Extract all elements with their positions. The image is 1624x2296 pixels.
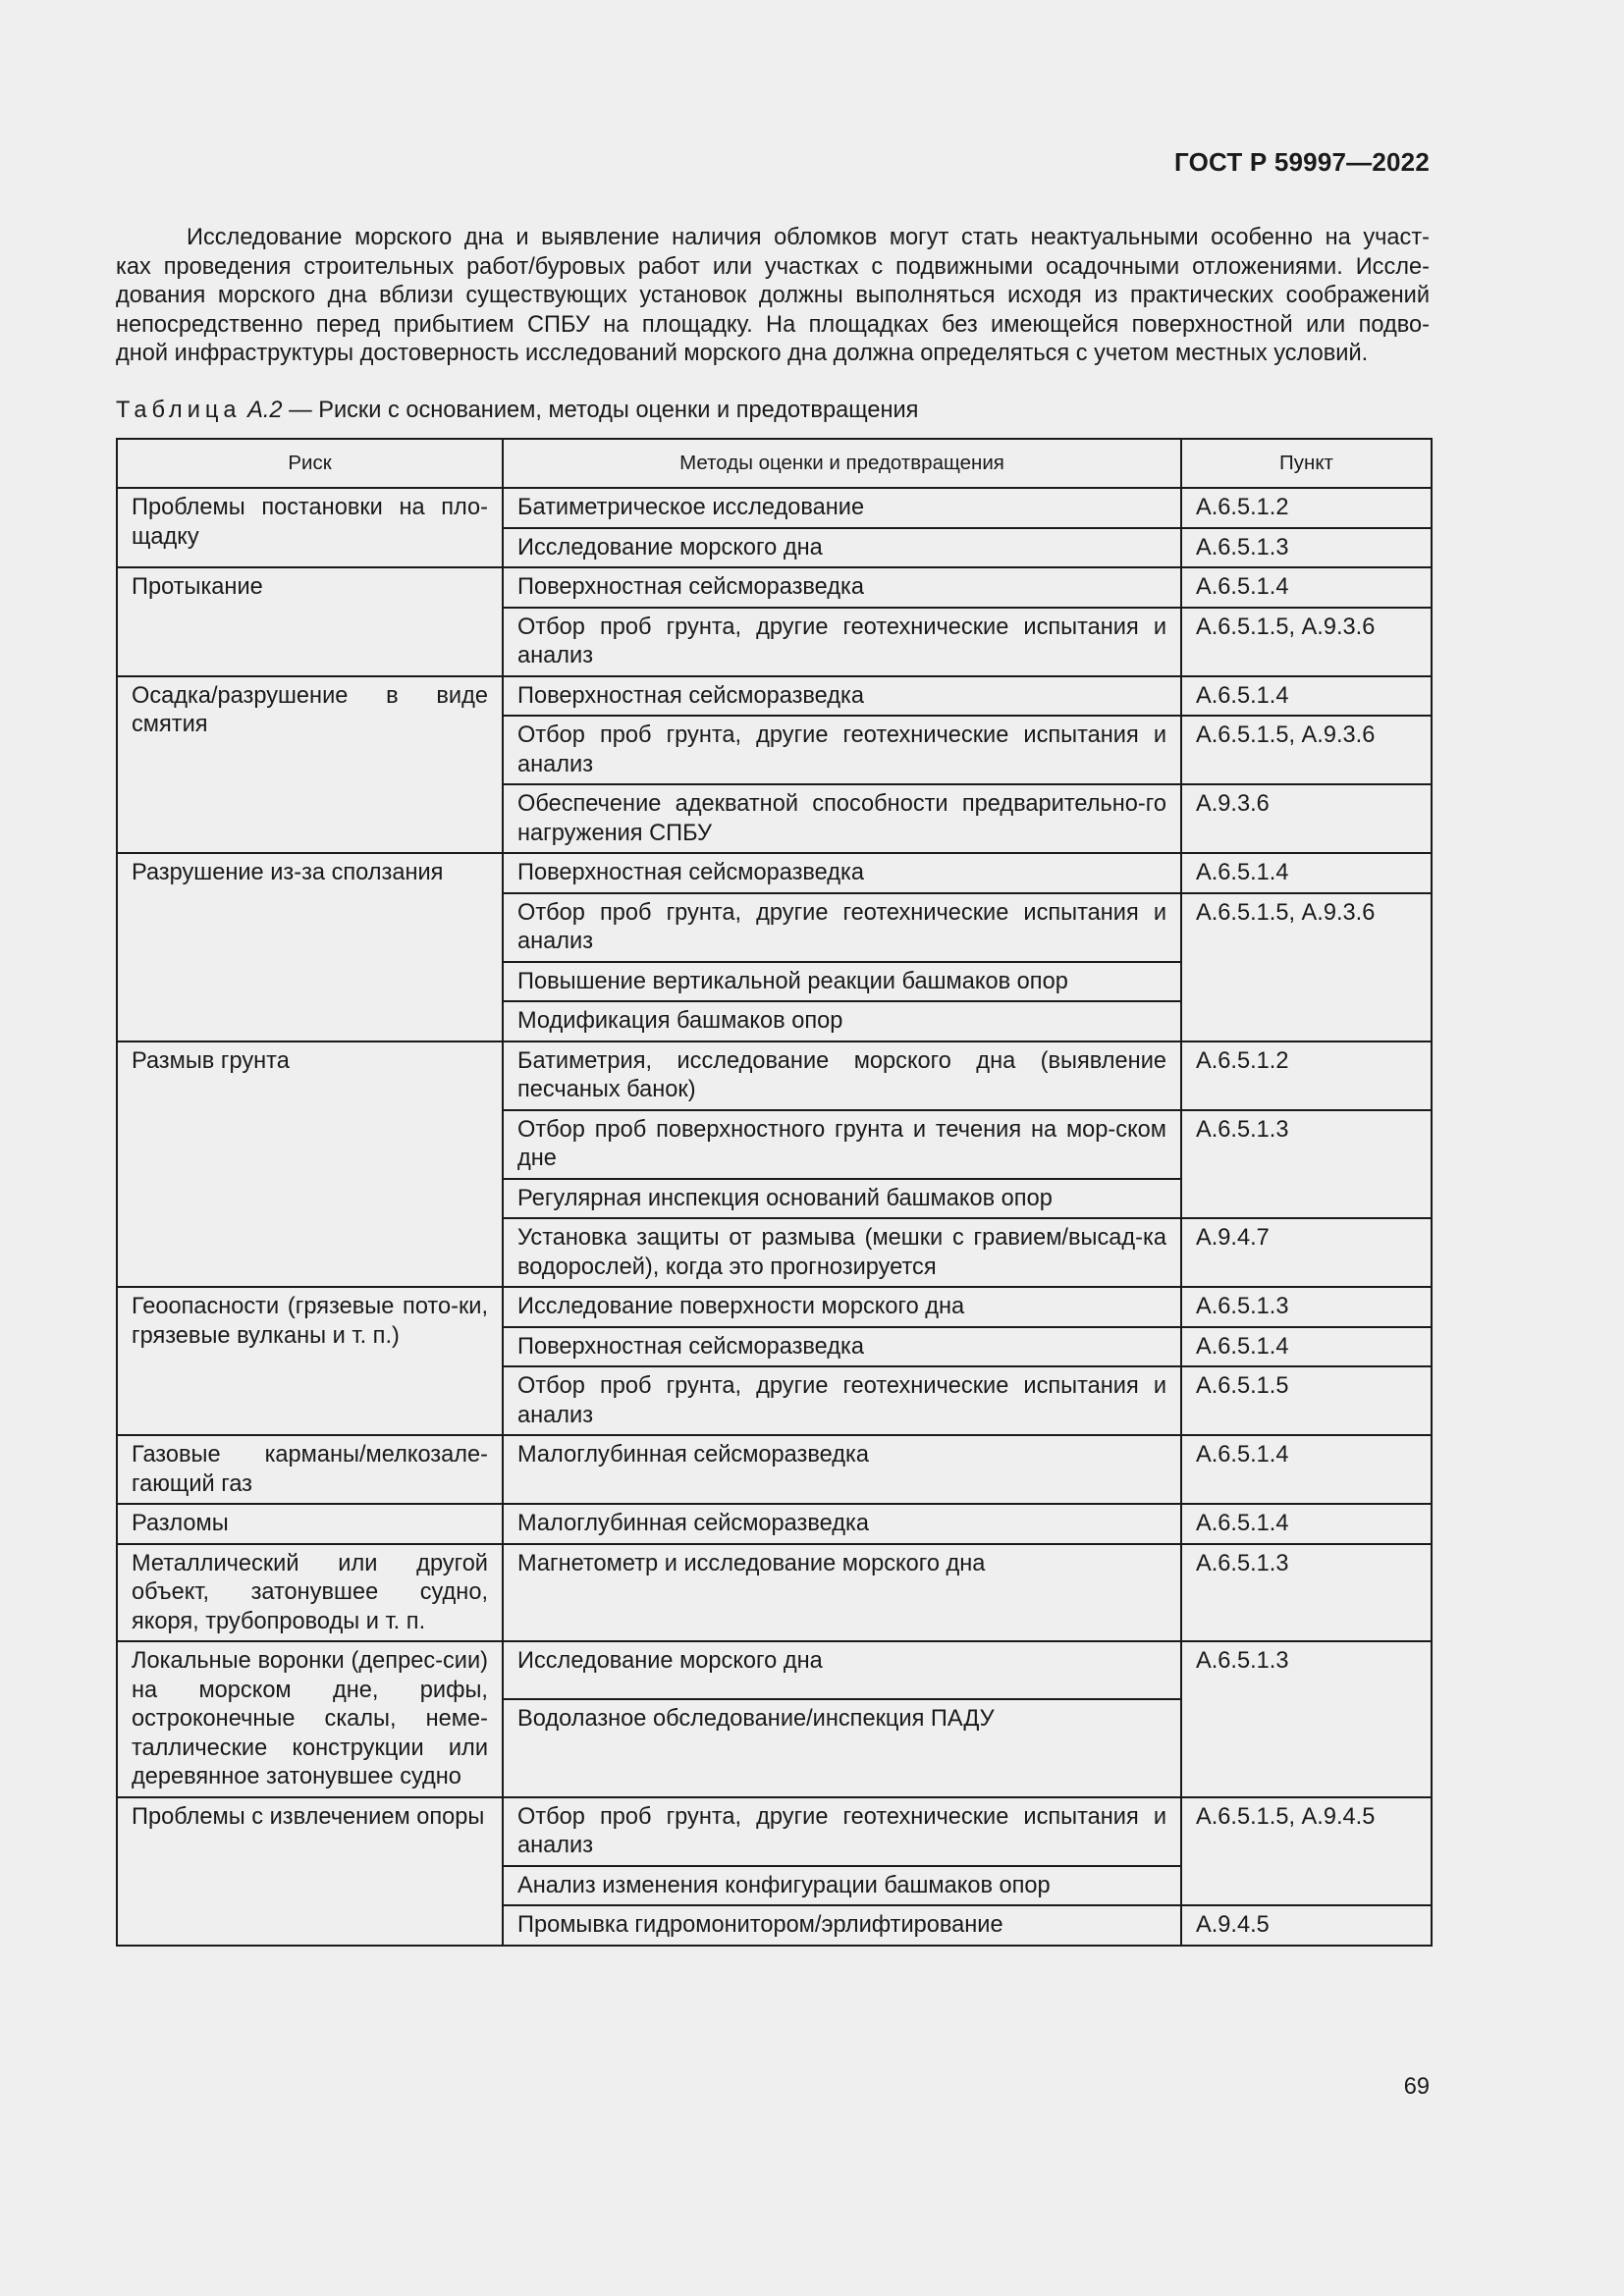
method-cell: Отбор проб поверхностного грунта и течения на мор-ском дне [503,1110,1181,1179]
table-row [117,853,1432,893]
risk-cell: Осадка/разрушение в виде смятия [117,676,503,854]
method-cell: Регулярная инспекция оснований башмаков опор [503,1179,1181,1219]
intro-line: дования морского дна вблизи существующих установок должны выполняться исходя из практических соображений [116,283,1430,308]
table-row [117,1041,1432,1110]
point-cell: А.9.3.6 [1181,784,1432,853]
risk-cell: Металлический или другой объект, затонувшее судно, якоря, трубопроводы и т. п. [117,1544,503,1642]
table-caption-prefix: Таблица [116,398,242,423]
point-cell: А.6.5.1.4 [1181,853,1432,893]
risk-cell: Газовые карманы/мелкозале-гающий газ [117,1435,503,1504]
method-cell: Поверхностная сейсморазведка [503,567,1181,608]
method-cell: Поверхностная сейсморазведка [503,676,1181,717]
table-row [117,567,1432,608]
method-cell: Модификация башмаков опор [503,1001,1181,1041]
risk-cell: Проблемы постановки на пло-щадку [117,488,503,567]
method-cell: Отбор проб грунта, другие геотехнические испытания и анализ [503,716,1181,784]
header-methods: Методы оценки и предотвращения [503,439,1181,488]
method-cell: Отбор проб грунта, другие геотехнические испытания и анализ [503,893,1181,962]
method-cell: Батиметрическое исследование [503,488,1181,528]
method-cell: Малоглубинная сейсморазведка [503,1435,1181,1504]
method-cell: Отбор проб грунта, другие геотехнические испытания и анализ [503,1366,1181,1435]
document-code: ГОСТ Р 59997—2022 [1174,147,1430,177]
method-cell: Установка защиты от размыва (мешки с гравием/высад-ка водорослей), когда это прогнозируется [503,1218,1181,1287]
method-cell: Исследование поверхности морского дна [503,1287,1181,1327]
table-header-row [117,439,1432,488]
method-cell: Отбор проб грунта, другие геотехнические испытания и анализ [503,608,1181,676]
table-row [117,1544,1432,1642]
method-cell: Промывка гидромонитором/эрлифтирование [503,1905,1181,1946]
method-cell: Исследование морского дна [503,528,1181,568]
table-row [117,1287,1432,1327]
table-caption-title: — Риски с основанием, методы оценки и предотвращения [289,398,919,423]
table-caption-number: А.2 [247,398,283,423]
point-cell: А.6.5.1.5, А.9.3.6 [1181,893,1432,1041]
method-cell: Водолазное обследование/инспекция ПАДУ [503,1699,1181,1796]
page-number: 69 [1403,2074,1430,2100]
point-cell: А.9.4.7 [1181,1218,1432,1287]
risk-table [116,438,1433,1947]
point-cell: А.9.4.5 [1181,1905,1432,1946]
method-cell: Повышение вертикальной реакции башмаков опор [503,962,1181,1002]
method-cell: Поверхностная сейсморазведка [503,1327,1181,1367]
risk-cell: Протыкание [117,567,503,676]
intro-paragraph [116,224,1430,369]
point-cell: А.6.5.1.3 [1181,1287,1432,1327]
table-row [117,1641,1432,1699]
point-cell: А.6.5.1.2 [1181,488,1432,528]
table-row [117,1435,1432,1504]
method-cell: Малоглубинная сейсморазведка [503,1504,1181,1544]
table-body [117,488,1432,1946]
table-caption [116,398,918,424]
point-cell: А.6.5.1.4 [1181,1327,1432,1367]
method-cell: Магнетометр и исследование морского дна [503,1544,1181,1642]
point-cell: А.6.5.1.2 [1181,1041,1432,1110]
point-cell: А.6.5.1.3 [1181,1110,1432,1219]
point-cell: А.6.5.1.5 [1181,1366,1432,1435]
method-cell: Анализ изменения конфигурации башмаков опор [503,1866,1181,1906]
risk-cell: Локальные воронки (депрес-сии) на морском дне, рифы, остроконечные скалы, неме-таллические конструкции или деревянное затонувшее судно [117,1641,503,1797]
method-cell: Исследование морского дна [503,1641,1181,1699]
point-cell: А.6.5.1.3 [1181,1641,1432,1797]
table-row [117,676,1432,717]
header-risk: Риск [117,439,503,488]
table-row [117,1797,1432,1866]
point-cell: А.6.5.1.3 [1181,1544,1432,1642]
point-cell: А.6.5.1.4 [1181,1435,1432,1504]
point-cell: А.6.5.1.5, А.9.3.6 [1181,608,1432,676]
point-cell: А.6.5.1.4 [1181,1504,1432,1544]
point-cell: А.6.5.1.4 [1181,567,1432,608]
table-row [117,1504,1432,1544]
risk-cell: Геоопасности (грязевые пото-ки, грязевые вулканы и т. п.) [117,1287,503,1435]
risk-cell: Проблемы с извлечением опоры [117,1797,503,1946]
intro-line: Исследование морского дна и выявление наличия обломков могут стать неактуальными особенно на участ- [187,225,1430,250]
method-cell: Поверхностная сейсморазведка [503,853,1181,893]
intro-line: ках проведения строительных работ/буровых работ или участках с подвижными осадочными отложениями. Иссле- [116,253,1430,280]
risk-cell: Размыв грунта [117,1041,503,1288]
header-point: Пункт [1181,439,1432,488]
point-cell: А.6.5.1.5, А.9.3.6 [1181,716,1432,784]
method-cell: Отбор проб грунта, другие геотехнические испытания и анализ [503,1797,1181,1866]
risk-cell: Разломы [117,1504,503,1544]
point-cell: А.6.5.1.4 [1181,676,1432,717]
risk-cell: Разрушение из-за сползания [117,853,503,1041]
intro-line: дной инфраструктуры достоверность исследований морского дна должна определяться с учетом местных условий. [116,341,1369,366]
point-cell: А.6.5.1.3 [1181,528,1432,568]
intro-line: непосредственно перед прибытием СПБУ на площадку. На площадках без имеющейся поверхностной или подво- [116,311,1430,338]
method-cell: Батиметрия, исследование морского дна (выявление песчаных банок) [503,1041,1181,1110]
table-row [117,488,1432,528]
method-cell: Обеспечение адекватной способности предварительно-го нагружения СПБУ [503,784,1181,853]
point-cell: А.6.5.1.5, А.9.4.5 [1181,1797,1432,1906]
